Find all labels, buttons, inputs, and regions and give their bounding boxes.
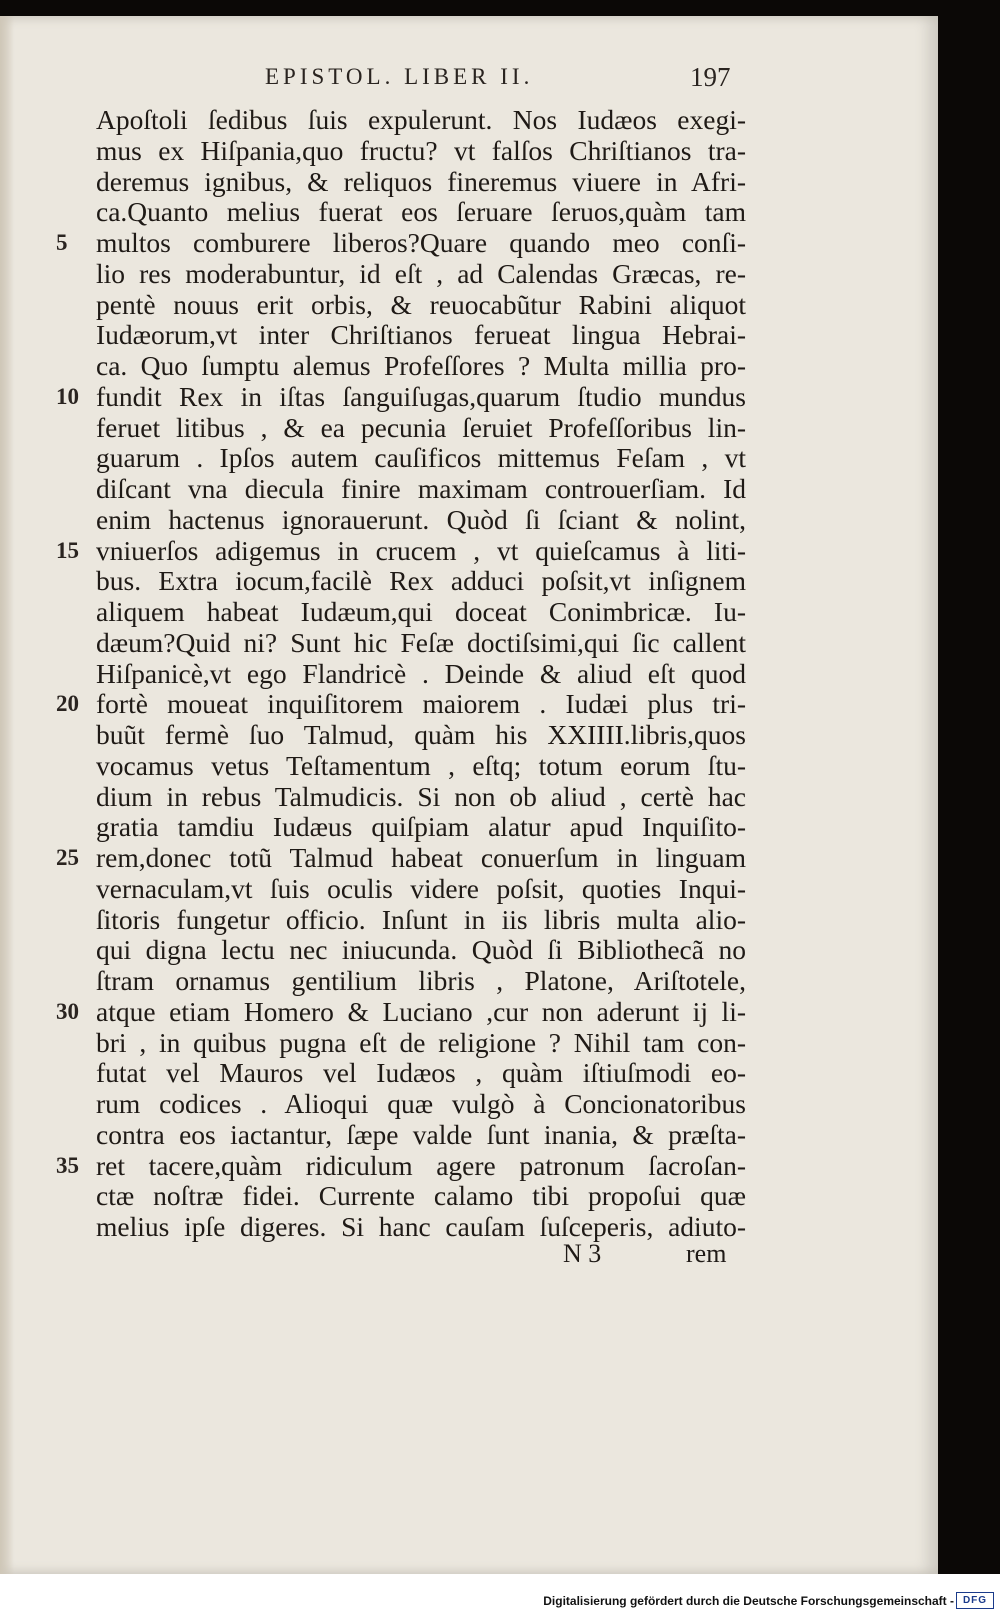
line-number: 10 [56, 384, 79, 409]
line-number: 30 [56, 999, 79, 1024]
text-line: ſtram ornamus gentilium libris , Platone, Ariſtotele, [96, 965, 746, 996]
text-line: vernaculam,vt ſuis oculis videre poſsit, quoties Inqui- [96, 873, 746, 904]
text-line: dium in rebus Talmudicis. Si non ob aliud , certè hac [96, 781, 746, 812]
text-line: fundit Rex in iſtas ſanguiſugas,quarum ſtudio mundus [96, 381, 746, 412]
text-line: ſitoris fungetur officio. Inſunt in iis libris multa alio- [96, 904, 746, 935]
text-line: feruet litibus , & ea pecunia ſeruiet Profeſſoribus lin- [96, 412, 746, 443]
text-line: gratia tamdiu Iudæus quiſpiam alatur apud Inquiſito- [96, 811, 746, 842]
text-line: ctæ noſtræ fidei. Currente calamo tibi propoſui quæ [96, 1180, 746, 1211]
text-line: bri , in quibus pugna eſt de religione ? Nihil tam con- [96, 1027, 746, 1058]
text-line: fortè moueat inquiſitorem maiorem . Iudæi plus tri- [96, 688, 746, 719]
line-number: 5 [56, 230, 68, 255]
text-line: qui digna lectu nec iniucunda. Quòd ſi Bibliothecã no [96, 934, 746, 965]
text-line: futat vel Mauros vel Iudæos , quàm iſtiuſmodi eo- [96, 1057, 746, 1088]
line-number: 35 [56, 1153, 79, 1178]
text-line: vocamus vetus Teſtamentum , eſtq; totum eorum ſtu- [96, 750, 746, 781]
running-head: EPISTOL. LIBER II. [265, 64, 534, 89]
text-line: lio res moderabuntur, id eſt , ad Calendas Græcas, re- [96, 258, 746, 289]
signature-mark: N 3 [563, 1239, 602, 1268]
text-line: rum codices . Alioqui quæ vulgò à Concionatoribus [96, 1088, 746, 1119]
text-line: guarum . Ipſos autem cauſificos mittemus Feſam , vt [96, 442, 746, 473]
text-line: pentè nouus erit orbis, & reuocabũtur Rabini aliquot [96, 289, 746, 320]
text-line: ret tacere,quàm ridiculum agere patronum ſacroſan- [96, 1150, 746, 1181]
line-number: 20 [56, 691, 79, 716]
text-line: vniuerſos adigemus in crucem , vt quieſcamus à liti- [96, 535, 746, 566]
text-line: mus ex Hiſpania,quo fructu? vt falſos Chriſtianos tra- [96, 135, 746, 166]
text-line: atque etiam Homero & Luciano ,cur non aderunt ij li- [96, 996, 746, 1027]
text-line: buũt fermè ſuo Talmud, quàm his XXIIII.libris,quos [96, 719, 746, 750]
page-number: 197 [690, 62, 731, 92]
text-line: multos comburere liberos?Quare quando meo conſi- [96, 227, 746, 258]
text-line: contra eos iactantur, ſæpe valde ſunt inania, & præſta- [96, 1119, 746, 1150]
text-line: Apoſtoli ſedibus ſuis expulerunt. Nos Iudæos exegi- [96, 104, 746, 135]
text-line: Hiſpanicè,vt ego Flandricè . Deinde & aliud eſt quod [96, 658, 746, 689]
text-line: dæum?Quid ni? Sunt hic Feſæ doctiſsimi,qui ſic callent [96, 627, 746, 658]
text-line: ca. Quo ſumptu alemus Profeſſores ? Multa millia pro- [96, 350, 746, 381]
text-line: ca.Quanto melius fuerat eos ſeruare ſeruos,quàm tam [96, 196, 746, 227]
text-line: melius ipſe digeres. Si hanc cauſam ſuſceperis, adiuto- [96, 1211, 746, 1242]
text-line: bus. Extra iocum,facilè Rex adduci poſsit,vt inſignem [96, 565, 746, 596]
catchword: rem [686, 1239, 727, 1268]
line-number: 25 [56, 845, 79, 870]
footer-credit: Digitalisierung gefördert durch die Deutsche Forschungsgemeinschaft - [543, 1594, 954, 1608]
text-line: Iudæorum,vt inter Chriſtianos ferueat lingua Hebrai- [96, 319, 746, 350]
text-line: deremus ignibus, & reliquos fineremus viuere in Afri- [96, 166, 746, 197]
text-line: enim hactenus ignorauerunt. Quòd ſi ſciant & nolint, [96, 504, 746, 535]
text-line: diſcant vna diecula finire maximam controuerſiam. Id [96, 473, 746, 504]
dfg-logo: DFG [956, 1592, 994, 1609]
text-line: rem,donec totũ Talmud habeat conuerſum in linguam [96, 842, 746, 873]
text-line: aliquem habeat Iudæum,qui doceat Conimbricæ. Iu- [96, 596, 746, 627]
line-number: 15 [56, 538, 79, 563]
